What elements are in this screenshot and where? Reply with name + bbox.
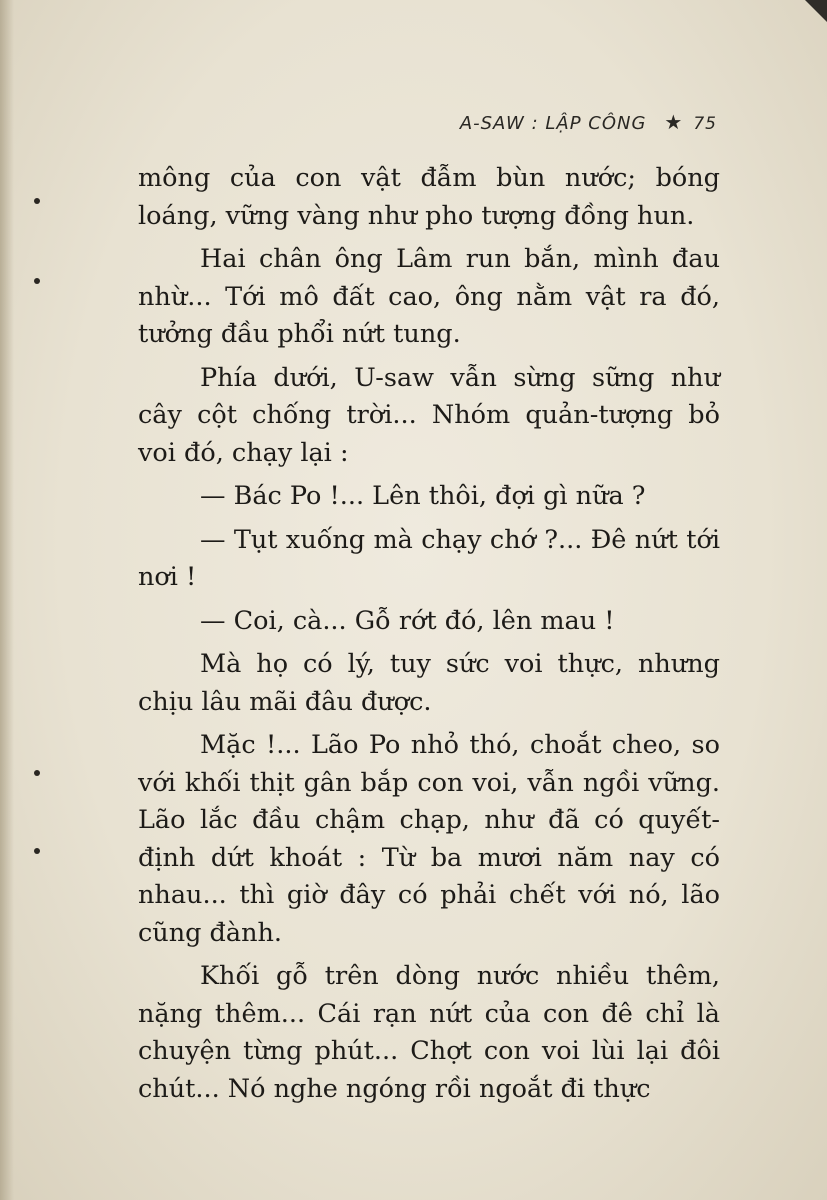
page-number: 75 [693,114,717,134]
paragraph: Phía dưới, U-saw vẫn sừng sững như cây cột chống trời... Nhóm quản-tượng bỏ voi đó, chạy lại : [138,362,720,468]
dialogue-line: — Bác Po !... Lên thôi, đợi gì nữa ? [200,481,646,511]
paragraph: mông của con vật đẫm bùn nước; bóng loáng, vững vàng như pho tượng đồng hun. [138,163,720,231]
body-text [138,160,720,1114]
paragraph: Mặc !... Lão Po nhỏ thó, choắt cheo, so với khối thịt gân bắp con voi, vẫn ngồi vững. Lão lắc đầu chậm chạp, như đã có quyết-định dứt khoát : Từ ba mươi năm nay có nhau... thì giờ đây có phải chết với nó, lão cũng đành. [138,730,720,948]
paragraph: Khối gỗ trên dòng nước nhiều thêm, nặng thêm... Cái rạn nứt của con đê chỉ là chuyện từng phút... Chợt con voi lùi lại đôi chút... Nó nghe ngóng rồi ngoắt đi thực [138,961,720,1104]
dialogue-line: — Tụt xuống mà chạy chớ ?... Đê nứt tới nơi ! [138,524,720,592]
page-corner [805,0,827,22]
star-icon: ★ [664,110,684,134]
page-edge-shadow [0,0,14,1200]
running-title: A-SAW : LẬP CÔNG [459,113,647,134]
binding-hole-dot [34,848,40,854]
paragraph: Hai chân ông Lâm run bắn, mình đau nhừ... Tới mô đất cao, ông nằm vật ra đó, tưởng đầu phổi nứt tung. [138,244,720,349]
binding-hole-dot [34,198,40,204]
dialogue-line: — Coi, cà... Gỗ rớt đó, lên mau ! [200,605,615,636]
binding-hole-dot [34,278,40,284]
running-header [460,110,717,134]
paragraph: Mà họ có lý, tuy sức voi thực, nhưng chịu lâu mãi đâu được. [138,649,720,717]
binding-hole-dot [34,770,40,776]
